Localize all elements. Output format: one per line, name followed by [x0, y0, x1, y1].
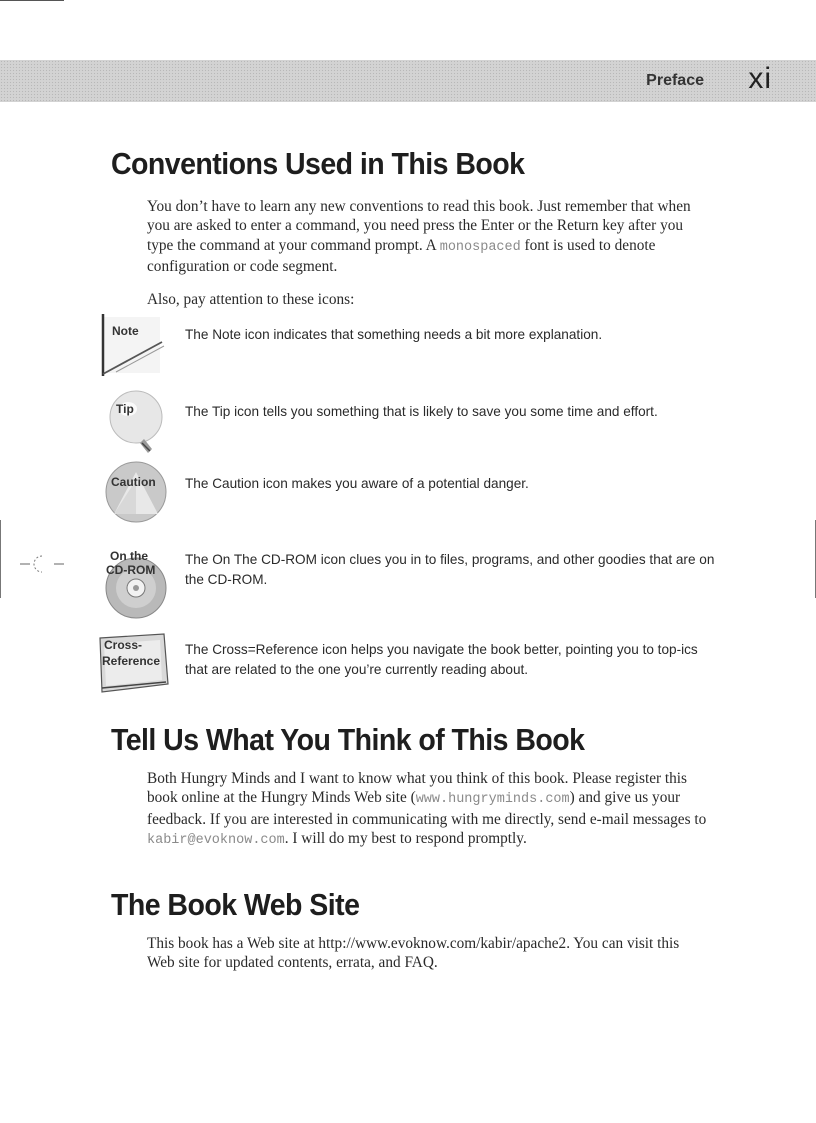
- feedback-text-2: ) and give us your feedback. If you are interested in communicating with me directly, send e-mail messages to: [147, 789, 707, 828]
- note-icon: [98, 312, 174, 388]
- feedback-text-3: . I will do my best to respond promptly.: [284, 830, 527, 848]
- running-header-title: Preface: [646, 72, 704, 89]
- cd-rom-icon-description: The On The CD-ROM icon clues you in to files, programs, and other goodies that are on the CD-ROM.: [185, 552, 715, 587]
- icon-row-cd-rom: [98, 544, 718, 614]
- registration-mark: [20, 552, 68, 576]
- tip-icon: [98, 387, 174, 463]
- web-site-paragraph: This book has a Web site at http://www.evoknow.com/kabir/apache2. You can visit this Web site for updated contents, errata, and FAQ.: [147, 935, 680, 972]
- icon-row-caution: [98, 458, 718, 528]
- caution-icon: [98, 458, 174, 534]
- section-heading-web-site: The Book Web Site: [111, 887, 360, 922]
- cross-reference-icon-label-2: Reference: [102, 654, 161, 668]
- cd-rom-icon-label-1: On the: [110, 549, 148, 563]
- cd-rom-icon-label-2: CD-ROM: [106, 563, 156, 577]
- conventions-text-2: font is used to denote configuration or code segment.: [147, 236, 656, 276]
- note-icon-label: Note: [112, 324, 139, 338]
- author-email: kabir@evoknow.com: [147, 833, 285, 849]
- caution-icon-description: The Caution icon makes you aware of a potential danger.: [185, 476, 529, 491]
- publisher-url: www.hungryminds.com: [415, 792, 570, 808]
- feedback-text-1: Both Hungry Minds and I want to know what you think of this book. Please register this book online at the Hungry Minds Web site (: [147, 770, 688, 807]
- cross-reference-icon-description: The Cross=Reference icon helps you navigate the book better, pointing you to top-ics that are related to the one you’re currently reading about.: [185, 642, 698, 677]
- tip-icon-description: The Tip icon tells you something that is likely to save you some time and effort.: [185, 404, 658, 419]
- conventions-text-1: You don’t have to learn any new conventions to read this book. Just remember that when you are asked to enter a command, you need press the Enter or the Return key after you type the command at your command prompt. A: [147, 198, 691, 254]
- cd-rom-icon: [98, 544, 174, 620]
- icon-row-tip: [98, 387, 718, 457]
- monospaced-sample: monospaced: [439, 239, 521, 255]
- margin-rule-left: [0, 520, 1, 598]
- caution-icon-label: Caution: [111, 475, 156, 489]
- tip-icon-label: Tip: [116, 402, 134, 416]
- feedback-paragraph: [147, 769, 707, 851]
- section-heading-conventions: Conventions Used in This Book: [111, 146, 525, 181]
- cross-reference-icon-label-1: Cross-: [104, 638, 143, 652]
- icons-intro-paragraph: Also, pay attention to these icons:: [147, 291, 355, 308]
- crop-line-top: [0, 0, 64, 1]
- page-number: xi: [748, 62, 772, 95]
- icon-row-cross-reference: [98, 630, 718, 700]
- section-heading-feedback: Tell Us What You Think of This Book: [111, 722, 585, 757]
- icon-row-note: [98, 312, 718, 382]
- cross-reference-icon: [98, 630, 174, 706]
- note-icon-description: The Note icon indicates that something needs a bit more explanation.: [185, 327, 603, 342]
- conventions-paragraph: [147, 197, 707, 277]
